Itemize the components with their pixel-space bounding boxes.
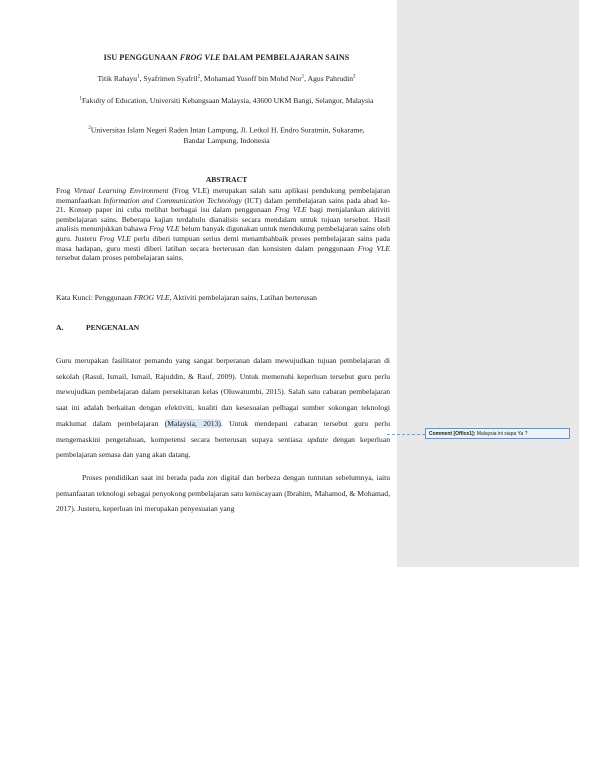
comment-label: Comment [Office1]:	[429, 431, 476, 437]
section-heading	[56, 323, 139, 332]
section-title: PENGENALAN	[86, 323, 140, 332]
comment-balloon[interactable]	[425, 428, 570, 439]
abstract-heading: ABSTRACT	[205, 175, 248, 184]
comment-connector	[387, 434, 425, 435]
author: Titik Rahayu	[97, 74, 138, 83]
author: Syafrimen Syafril	[143, 74, 198, 83]
paper-title: ISU PENGGUNAAN FROG VLE DALAM PEMBELAJARAN SAINS	[103, 53, 350, 62]
keywords: Kata Kunci: Penggunaan FROG VLE, Aktiviti pembelajaran sains, Latihan berterusan	[56, 293, 317, 302]
commented-text-highlight[interactable]: (Malaysia, 2013)	[164, 418, 221, 428]
abstract-body: Frog Virtual Learning Environment (Frog VLE) merupakan salah satu aplikasi pendukung pembelajaran memanfaatkan Information and Communication Technology (ICT) dalam pembelajaran sains pada abad ke-21. Konsep paper ini cuba melihat berbagai isu dalam penggunaan Frog VLE bagi menjalankan aktiviti pembelajaran sains. Beberapa kajian terdahulu dianalisis secara mendalam untuk tujuan tersebut. Hasil analisis menunjukkan bahawa Frog VLE belum banyak digunakan untuk mendukung pembelajaran sains oleh guru. Justeru Frog VLE perlu diberi tumpuan serius demi menambahbaik proses pembelajaran sains pada masa hadapan, guru mesti diberi latihan secara berterusan dan konsisten dalam penggunaan Frog VLE tersebut dalam proses pembelajaran sains.	[56, 186, 391, 263]
affiliation-2: $^2$Universitas Islam Negeri Raden Intan Lampung, Jl. Letkol H. Endro Suratmin, Sukarame, Bandar Lampung, Indonesia	[88, 125, 365, 145]
author-list: Titik Rahayu$^1$, Syafrimen Syafril$^2$, Mohamad Yusoff bin Mohd Nor$^1$, Agus Pahrudin$^2$	[97, 74, 356, 83]
comment-text: Malaysia ini siapa Ya ?	[475, 431, 528, 437]
paragraph-1: Guru merupakan fasilitator pemandu yang sangat berperanan dalam mewujudkan tujuan pembelajaran di sekolah (Rasul, Ismail, Ismail, Rajuddin, & Rauf, 2009). Untuk memenuhi keperluan tersebut guru perlu mewujudkan pembelajaran dalam persekitaran kelas (Oluwatumbi, 2015). Salah satu cabaran pembelajaran saat ini adalah berkaitan dengan efektiviti, kualiti dan kesesuaian pelbagai sumber sokongan teknologi maklumat dalam pembelajaran (Malaysia, 2013). Untuk mendepani cabaran tersebut guru perlu mengemaskini pengetahuan, kompetensi secara berterusan supaya sentiasa update dengan keperluan pembelajaran semasa dan yang akan datang.	[56, 356, 390, 460]
paragraph-2: Proses pendidikan saat ini berada pada zon digital dan berbeza dengan tuntutan sebelumnya, iaitu pemanfaatan teknologi sebagai penyokong pembelajaran satu keniscayaan (Ibrahim, Mahamod, & Mohamad, 2017). Justeru, keperluan ini merupakan penyesuaian yang	[56, 473, 390, 514]
author: Agus Pahrudin	[307, 74, 353, 83]
section-number: A.	[56, 323, 64, 332]
author: Mohamad Yusoff bin Mohd Nor	[203, 74, 302, 83]
comment-pane	[397, 0, 579, 567]
affiliation-1: $^1$Fakulty of Education, Universiti Kebangsaan Malaysia, 43600 UKM Bangi, Selangor, Malaysia	[79, 96, 374, 105]
